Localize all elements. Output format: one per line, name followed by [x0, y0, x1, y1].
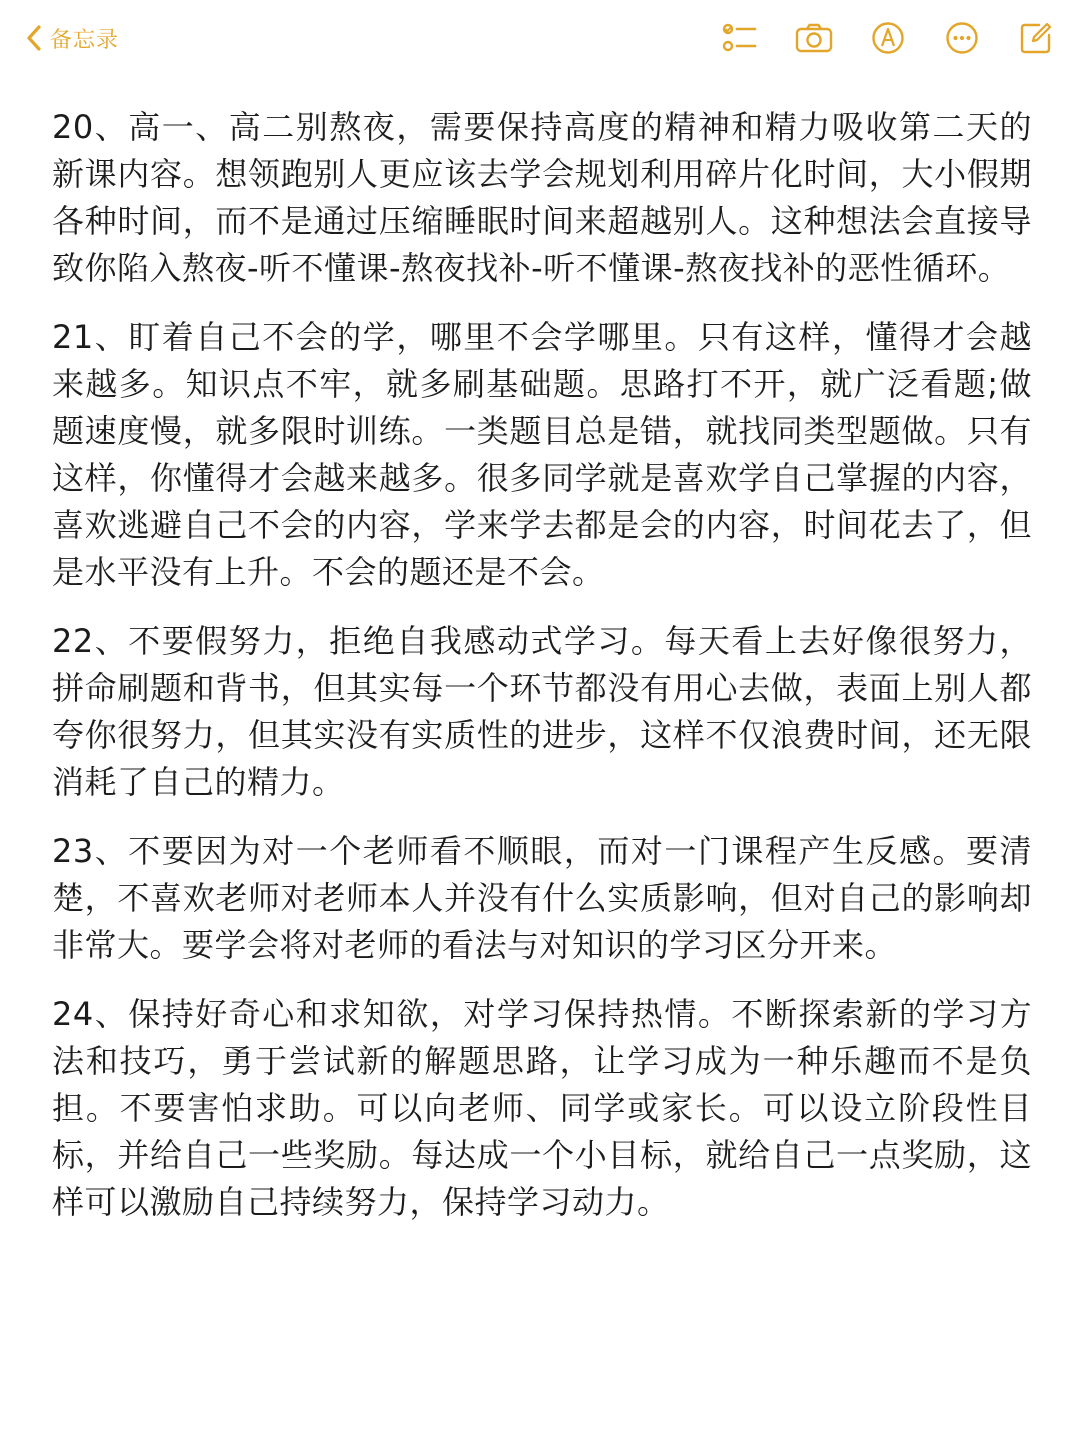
camera-button[interactable] — [792, 16, 836, 60]
toolbar-actions — [688, 16, 1058, 60]
camera-icon — [795, 23, 833, 53]
note-paragraph-23: 23、不要因为对一个老师看不顺眼，而对一门课程产生反感。要清楚，不喜欢老师对老师本人并没有什么实质影响，但对自己的影响却非常大。要学会将对老师的看法与对知识的学习区分开来。 — [52, 832, 1032, 964]
note-toolbar — [0, 0, 1080, 80]
compose-icon — [1019, 21, 1053, 55]
note-paragraph-20: 20、高一、高二别熬夜，需要保持高度的精神和精力吸收第二天的新课内容。想领跑别人更应该去学会规划利用碎片化时间，大小假期各种时间，而不是通过压缩睡眠时间来超越别人。这种想法会直接导致你陷入熬夜-听不懂课-熬夜找补-听不懂课-熬夜找补的恶性循环。 — [52, 108, 1032, 287]
markup-button[interactable] — [866, 16, 910, 60]
note-body[interactable] — [52, 104, 1032, 1248]
compose-button[interactable] — [1014, 16, 1058, 60]
note-paragraph-22: 22、不要假努力，拒绝自我感动式学习。每天看上去好像很努力，拼命刷题和背书，但其实每一个环节都没有用心去做，表面上别人都夸你很努力，但其实没有实质性的进步，这样不仅浪费时间，还无限消耗了自己的精力。 — [52, 622, 1032, 801]
back-label: 备忘录 — [50, 27, 120, 53]
chevron-left-icon — [26, 24, 42, 52]
checklist-icon — [722, 22, 758, 54]
back-button[interactable] — [26, 20, 119, 56]
more-icon — [945, 21, 979, 55]
note-paragraph-24: 24、保持好奇心和求知欲，对学习保持热情。不断探索新的学习方法和技巧，勇于尝试新的解题思路，让学习成为一种乐趣而不是负担。不要害怕求助。可以向老师、同学或家长。可以设立阶段性目标，并给自己一些奖励。每达成一个小目标，就给自己一点奖励，这样可以激励自己持续努力，保持学习动力。 — [52, 995, 1032, 1221]
checklist-button[interactable] — [718, 16, 762, 60]
markup-pen-icon — [871, 21, 905, 55]
note-paragraph-21: 21、盯着自己不会的学，哪里不会学哪里。只有这样，懂得才会越来越多。知识点不牢，就多刷基础题。思路打不开，就广泛看题;做题速度慢，就多限时训练。一类题目总是错，就找同类型题做。只有这样，你懂得才会越来越多。很多同学就是喜欢学自己掌握的内容，喜欢逃避自己不会的内容，学来学去都是会的内容，时间花去了，但是水平没有上升。不会的题还是不会。 — [52, 318, 1032, 591]
more-button[interactable] — [940, 16, 984, 60]
